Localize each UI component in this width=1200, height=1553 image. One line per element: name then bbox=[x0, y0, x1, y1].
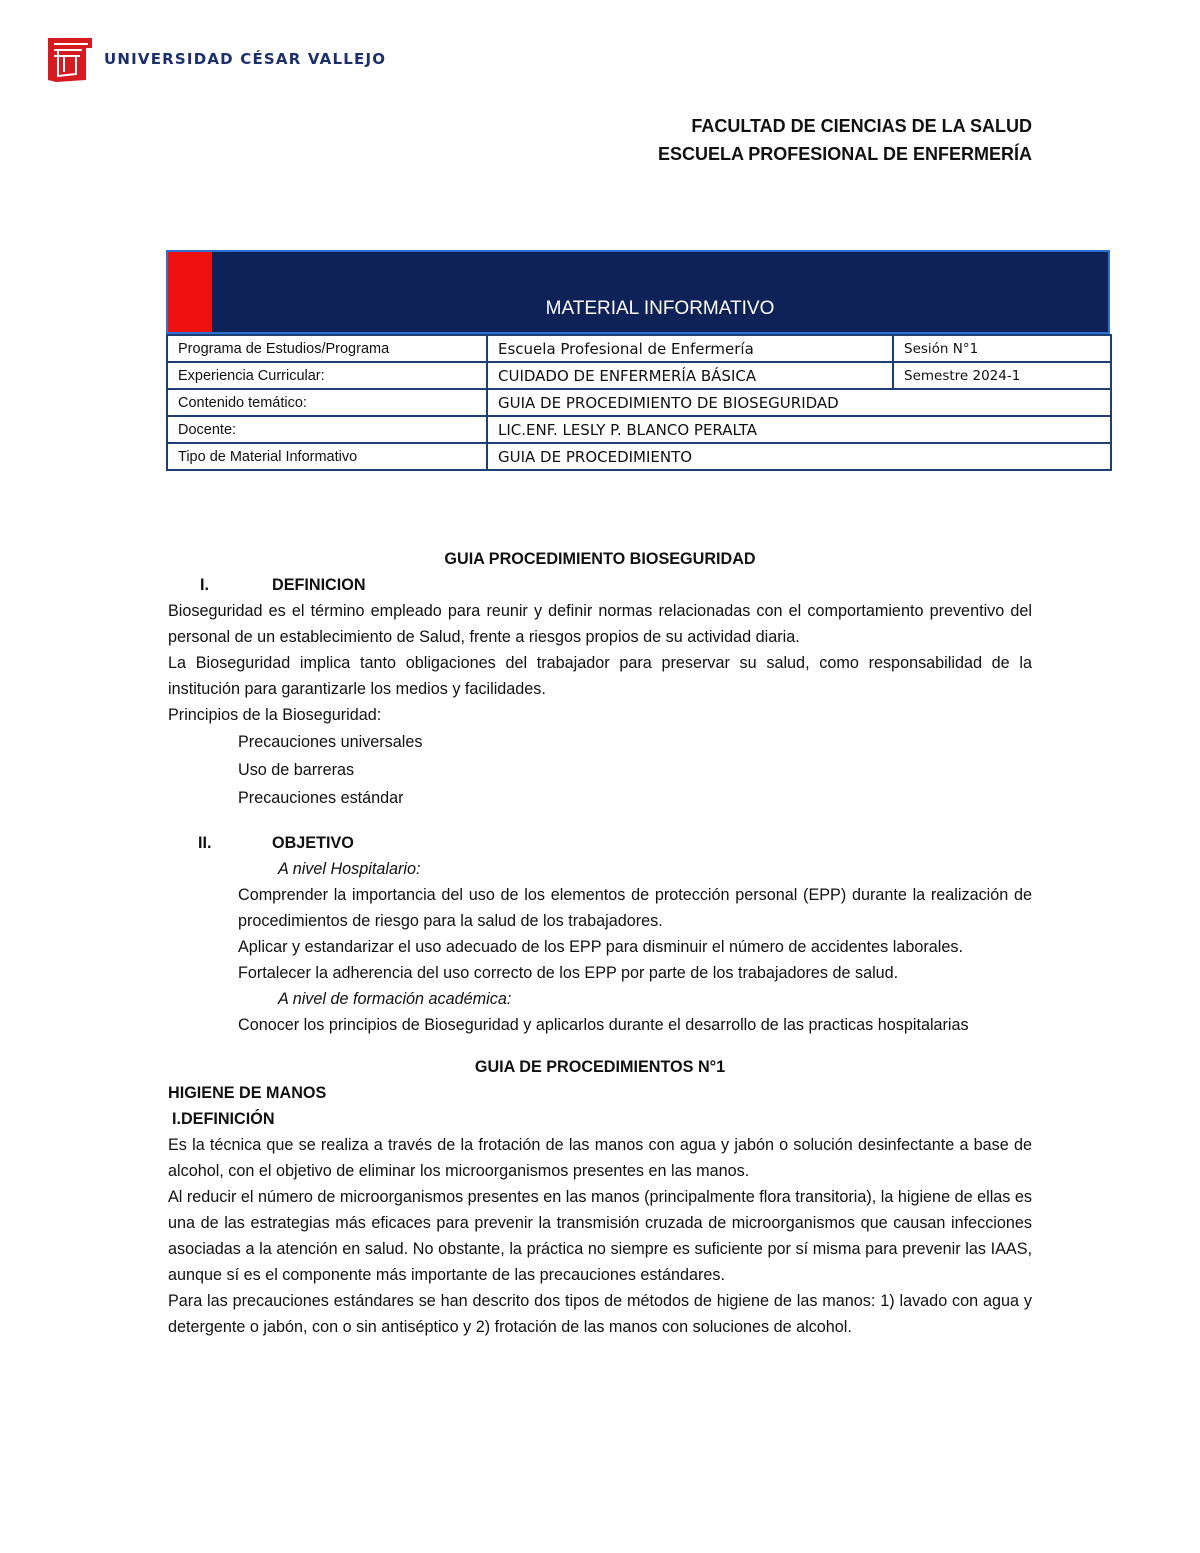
list-item: Precauciones estándar bbox=[238, 789, 404, 807]
row-value: GUIA DE PROCEDIMIENTO bbox=[487, 443, 1111, 470]
list-item: Fortalecer la adherencia del uso correcto de los EPP por parte de los trabajadores de salud. bbox=[238, 964, 899, 982]
info-table bbox=[166, 334, 1112, 471]
banner-title: MATERIAL INFORMATIVO bbox=[545, 298, 775, 319]
subheading: A nivel de formación académica: bbox=[278, 990, 512, 1008]
row-label: Experiencia Curricular: bbox=[167, 362, 487, 389]
title-banner bbox=[166, 250, 1110, 334]
guide-title: GUIA DE PROCEDIMIENTOS N°1 bbox=[474, 1058, 726, 1076]
row-value: LIC.ENF. LESLY P. BLANCO PERALTA bbox=[487, 416, 1111, 443]
row-label: Contenido temático: bbox=[167, 389, 487, 416]
row-label: Programa de Estudios/Programa bbox=[167, 335, 487, 362]
university-logo bbox=[46, 34, 386, 84]
paragraph: Bioseguridad es el término empleado para reunir y definir normas relacionadas con el comportamiento preventivo del personal de un establecimiento de Salud, frente a riesgos propios de su actividad diaria. bbox=[168, 602, 1032, 646]
row-label: Tipo de Material Informativo bbox=[167, 443, 487, 470]
row-label: Docente: bbox=[167, 416, 487, 443]
paragraph: Para las precauciones estándares se han descrito dos tipos de métodos de higiene de las manos: 1) lavado con agua y detergente o jabón, con o sin antiséptico y 2) frotación de las manos con soluciones de alcohol. bbox=[168, 1292, 1032, 1336]
section-title: OBJETIVO bbox=[272, 834, 354, 852]
subheading: A nivel Hospitalario: bbox=[278, 860, 421, 878]
row-extra: Sesión N°1 bbox=[893, 335, 1111, 362]
paragraph: Al reducir el número de microorganismos presentes en las manos (principalmente flora transitoria), la higiene de ellas es una de las estrategias más eficaces para prevenir la transmisión cruzada de microorganismos que causan infecciones asociadas a la atención en salud. No obstante, la práctica no siempre es suficiente por sí misma para prevenir las IAAS, aunque sí es el componente más importante de las precauciones estándares. bbox=[168, 1188, 1032, 1284]
table-row bbox=[167, 362, 1111, 389]
table-row bbox=[167, 443, 1111, 470]
row-extra: Semestre 2024-1 bbox=[893, 362, 1111, 389]
table-row bbox=[167, 389, 1111, 416]
row-value: Escuela Profesional de Enfermería bbox=[487, 335, 893, 362]
table-row bbox=[167, 335, 1111, 362]
ucv-shield-icon bbox=[46, 34, 94, 84]
section-number: II. bbox=[198, 834, 212, 852]
paragraph: Es la técnica que se realiza a través de la frotación de las manos con agua y jabón o solución desinfectante a base de alcohol, con el objetivo de eliminar los microorganismos presentes en las manos. bbox=[168, 1136, 1032, 1180]
banner-red-accent bbox=[168, 252, 212, 332]
list-item: Comprender la importancia del uso de los elementos de protección personal (EPP) durante la realización de procedimientos de riesgo para la salud de los trabajadores. bbox=[238, 886, 1032, 930]
section-heading-objetivo bbox=[168, 830, 1032, 856]
section-title: DEFINICION bbox=[272, 576, 366, 594]
university-name: UNIVERSIDAD CÉSAR VALLEJO bbox=[104, 50, 387, 68]
list-item: Precauciones universales bbox=[238, 733, 423, 751]
faculty-name: FACULTAD DE CIENCIAS DE LA SALUD bbox=[691, 116, 1032, 136]
row-value: CUIDADO DE ENFERMERÍA BÁSICA bbox=[487, 362, 893, 389]
table-row bbox=[167, 416, 1111, 443]
list-item: Uso de barreras bbox=[238, 761, 355, 779]
school-name: ESCUELA PROFESIONAL DE ENFERMERÍA bbox=[657, 144, 1032, 164]
guide-title: GUIA PROCEDIMIENTO BIOSEGURIDAD bbox=[444, 550, 756, 568]
procedure-title: HIGIENE DE MANOS bbox=[168, 1084, 327, 1102]
list-item: Aplicar y estandarizar el uso adecuado de los EPP para disminuir el número de accidentes laborales. bbox=[238, 938, 963, 956]
procedure-subheading: I.DEFINICIÓN bbox=[172, 1110, 275, 1128]
paragraph: La Bioseguridad implica tanto obligaciones del trabajador para preservar su salud, como responsabilidad de la institución para garantizarle los medios y facilidades. bbox=[168, 654, 1032, 698]
info-table-block bbox=[166, 250, 1110, 471]
row-value: GUIA DE PROCEDIMIENTO DE BIOSEGURIDAD bbox=[487, 389, 1111, 416]
paragraph: Principios de la Bioseguridad: bbox=[168, 706, 382, 724]
section-heading-definicion bbox=[168, 572, 1032, 598]
document-body bbox=[168, 546, 1032, 1340]
section-number: I. bbox=[200, 576, 209, 594]
faculty-header bbox=[658, 112, 1032, 168]
list-item: Conocer los principios de Bioseguridad y aplicarlos durante el desarrollo de las practicas hospitalarias bbox=[238, 1016, 969, 1034]
